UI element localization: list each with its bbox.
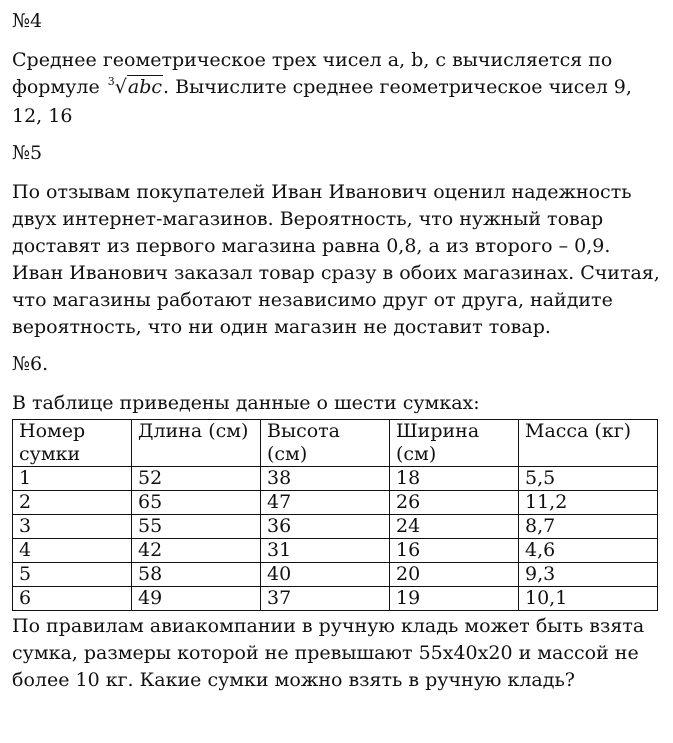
task-4-text [12, 47, 661, 130]
table-row [13, 515, 658, 539]
cell-height: 31 [261, 539, 390, 563]
cell-mass: 4,6 [519, 539, 658, 563]
cell-number: 1 [13, 467, 132, 491]
cell-width: 19 [390, 587, 519, 611]
cell-number: 2 [13, 491, 132, 515]
bags-table [12, 419, 658, 611]
cell-height: 47 [261, 491, 390, 515]
cell-width: 24 [390, 515, 519, 539]
cell-height: 36 [261, 515, 390, 539]
table-row [13, 587, 658, 611]
cell-height: 38 [261, 467, 390, 491]
cell-number: 5 [13, 563, 132, 587]
root-radicand: abc [127, 76, 163, 98]
table-row [13, 539, 658, 563]
header-width: Ширина (см) [390, 420, 519, 467]
task-6-intro: В таблице приведены данные о шести сумках: [12, 392, 480, 414]
task-5-text: По отзывам покупателей Иван Иванович оценил надежность двух интернет-магазинов. Вероятность, что нужный товар доставят из первого магазина равна 0,8, а из второго – 0,9. Иван Иванович заказал товар сразу в обоих магазинах. Считая, что магазины работают независимо друг от друга, найдите вероятность, что ни один магазин не доставит товар. [12, 181, 660, 338]
cell-height: 40 [261, 563, 390, 587]
header-height: Высота (см) [261, 420, 390, 467]
cell-width: 18 [390, 467, 519, 491]
table-row [13, 467, 658, 491]
cell-length: 52 [132, 467, 261, 491]
cell-width: 16 [390, 539, 519, 563]
table-row [13, 491, 658, 515]
cell-length: 65 [132, 491, 261, 515]
cell-mass: 8,7 [519, 515, 658, 539]
cell-mass: 11,2 [519, 491, 658, 515]
cell-height: 37 [261, 587, 390, 611]
header-length: Длина (см) [132, 420, 261, 467]
cell-number: 3 [13, 515, 132, 539]
task-6-number: №6. [12, 353, 49, 375]
task-6-question: По правилам авиакомпании в ручную кладь может быть взята сумка, размеры которой не превышают 55х40х20 и массой не более 10 кг. Какие сумки можно взять в ручную кладь? [12, 615, 645, 691]
cell-number: 6 [13, 587, 132, 611]
header-mass: Масса (кг) [519, 420, 658, 467]
radical-sign-icon: √ [114, 76, 127, 98]
table-row [13, 563, 658, 587]
cell-mass: 10,1 [519, 587, 658, 611]
table-header-row [13, 420, 658, 467]
cell-width: 26 [390, 491, 519, 515]
root-index: 3 [107, 75, 115, 88]
cell-length: 55 [132, 515, 261, 539]
task-4-number: №4 [12, 10, 43, 32]
cell-length: 42 [132, 539, 261, 563]
cube-root-formula [106, 74, 163, 103]
task-4-text-before: Среднее геометрическое трех чисел a, b, c вычисляется по формуле [12, 49, 613, 98]
cell-mass: 5,5 [519, 467, 658, 491]
cell-number: 4 [13, 539, 132, 563]
cell-mass: 9,3 [519, 563, 658, 587]
cell-length: 58 [132, 563, 261, 587]
header-bag-number: Номер сумки [13, 420, 132, 467]
task-4-text-after: . Вычислите среднее геометрическое чисел 9, 12, 16 [12, 76, 632, 127]
cell-width: 20 [390, 563, 519, 587]
task-5-number: №5 [12, 142, 43, 164]
cell-length: 49 [132, 587, 261, 611]
